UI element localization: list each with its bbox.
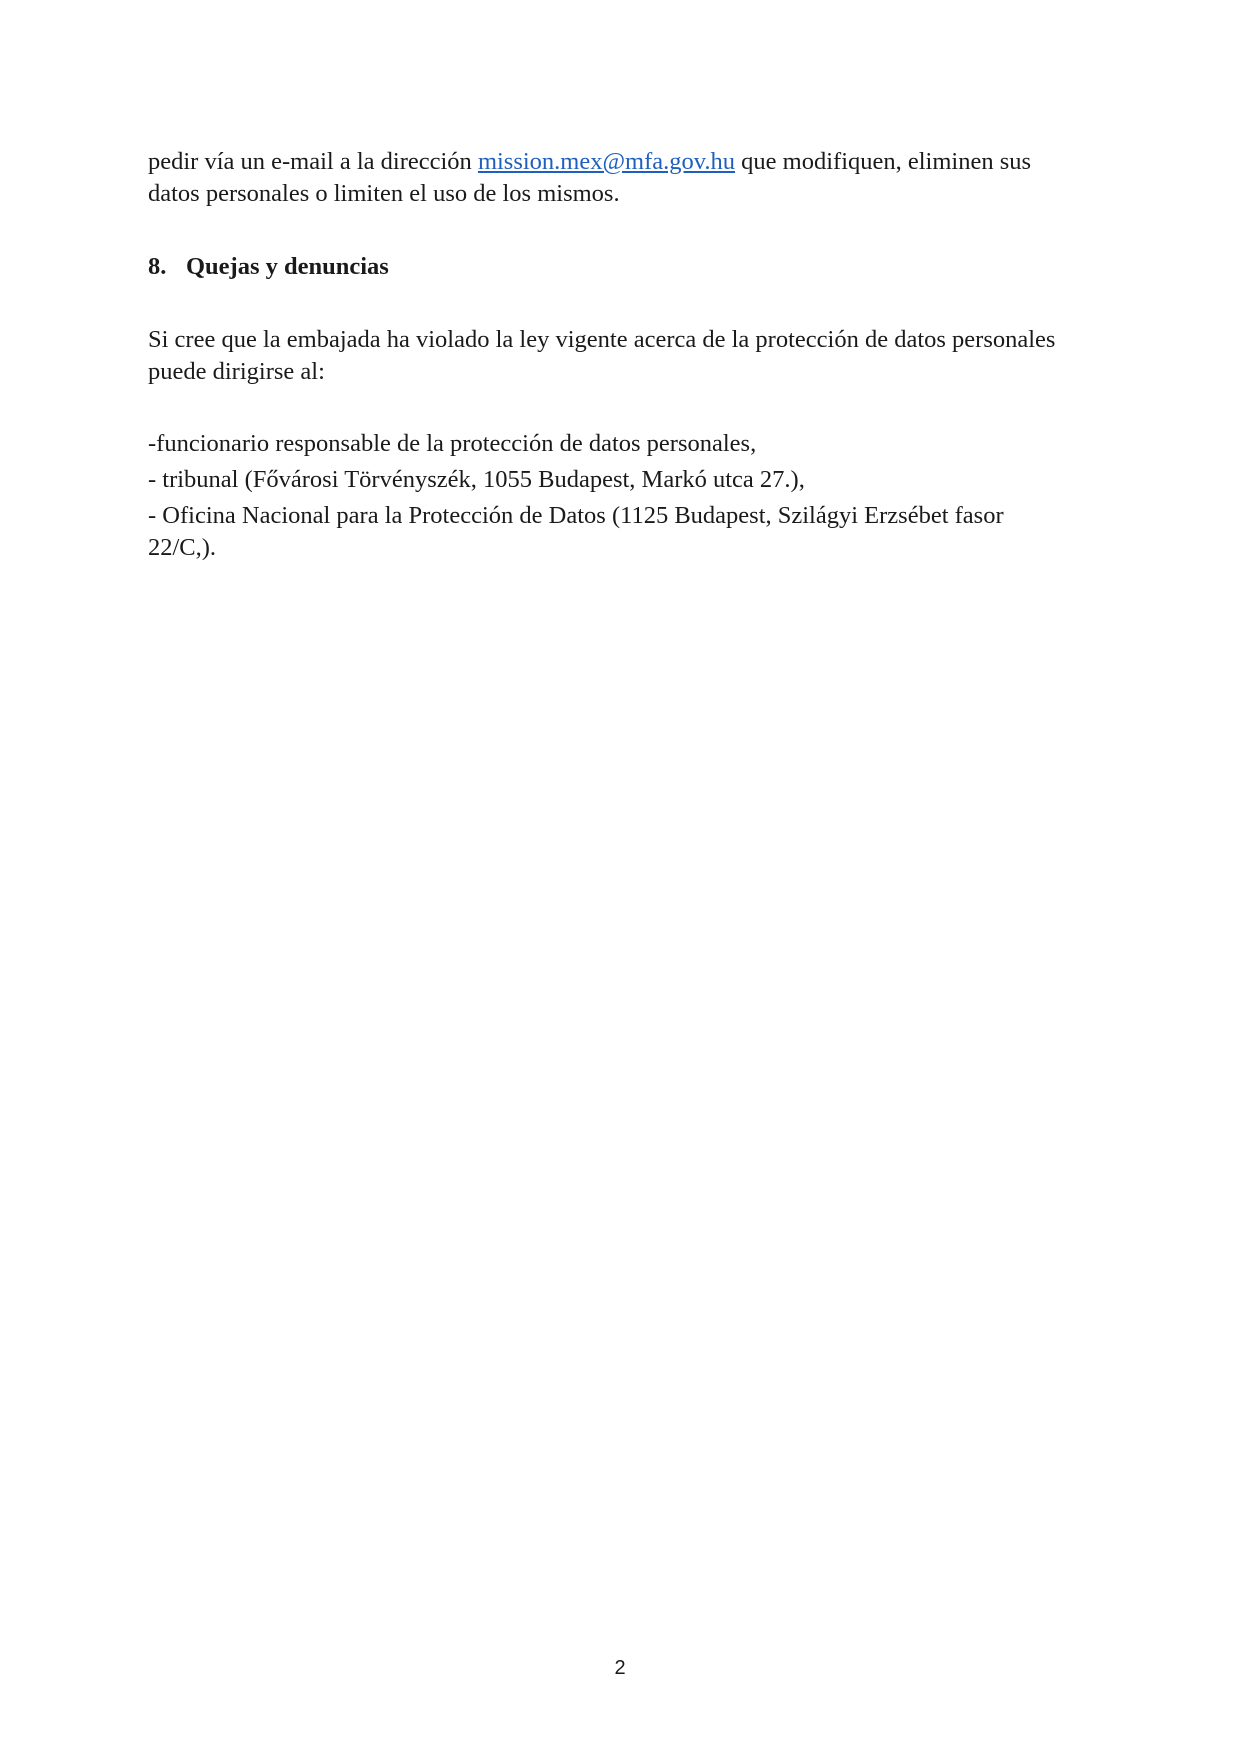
intro-text-before-email: pedir vía un e-mail a la dirección — [148, 148, 478, 175]
section-title: Quejas y denuncias — [186, 253, 389, 280]
list-item: -funcionario responsable de la protección de datos personales, — [148, 430, 757, 457]
section-paragraph-line-1: Si cree que la embajada ha violado la ley vigente acerca de la protección de datos personales — [148, 326, 1056, 353]
section-number: 8. — [148, 253, 167, 280]
list-item: - Oficina Nacional para la Protección de Datos (1125 Budapest, Szilágyi Erzsébet fasor — [148, 502, 1004, 529]
section-paragraph-line-2: puede dirigirse al: — [148, 358, 325, 385]
intro-line-1 — [148, 146, 1098, 178]
page-number: 2 — [614, 1657, 626, 1679]
email-link[interactable]: mission.mex@mfa.gov.hu — [477, 148, 736, 175]
complaint-contacts-list — [148, 428, 1004, 568]
section-heading — [148, 251, 389, 283]
list-item-continuation: 22/C,). — [148, 534, 217, 561]
intro-line-2: datos personales o limiten el uso de los mismos. — [148, 180, 620, 207]
intro-text-after-email: que modifiquen, eliminen sus — [735, 148, 1032, 175]
section-paragraph — [148, 324, 1098, 388]
list-item: - tribunal (Fővárosi Törvényszék, 1055 Budapest, Markó utca 27.), — [148, 466, 805, 493]
intro-paragraph — [148, 146, 1098, 210]
